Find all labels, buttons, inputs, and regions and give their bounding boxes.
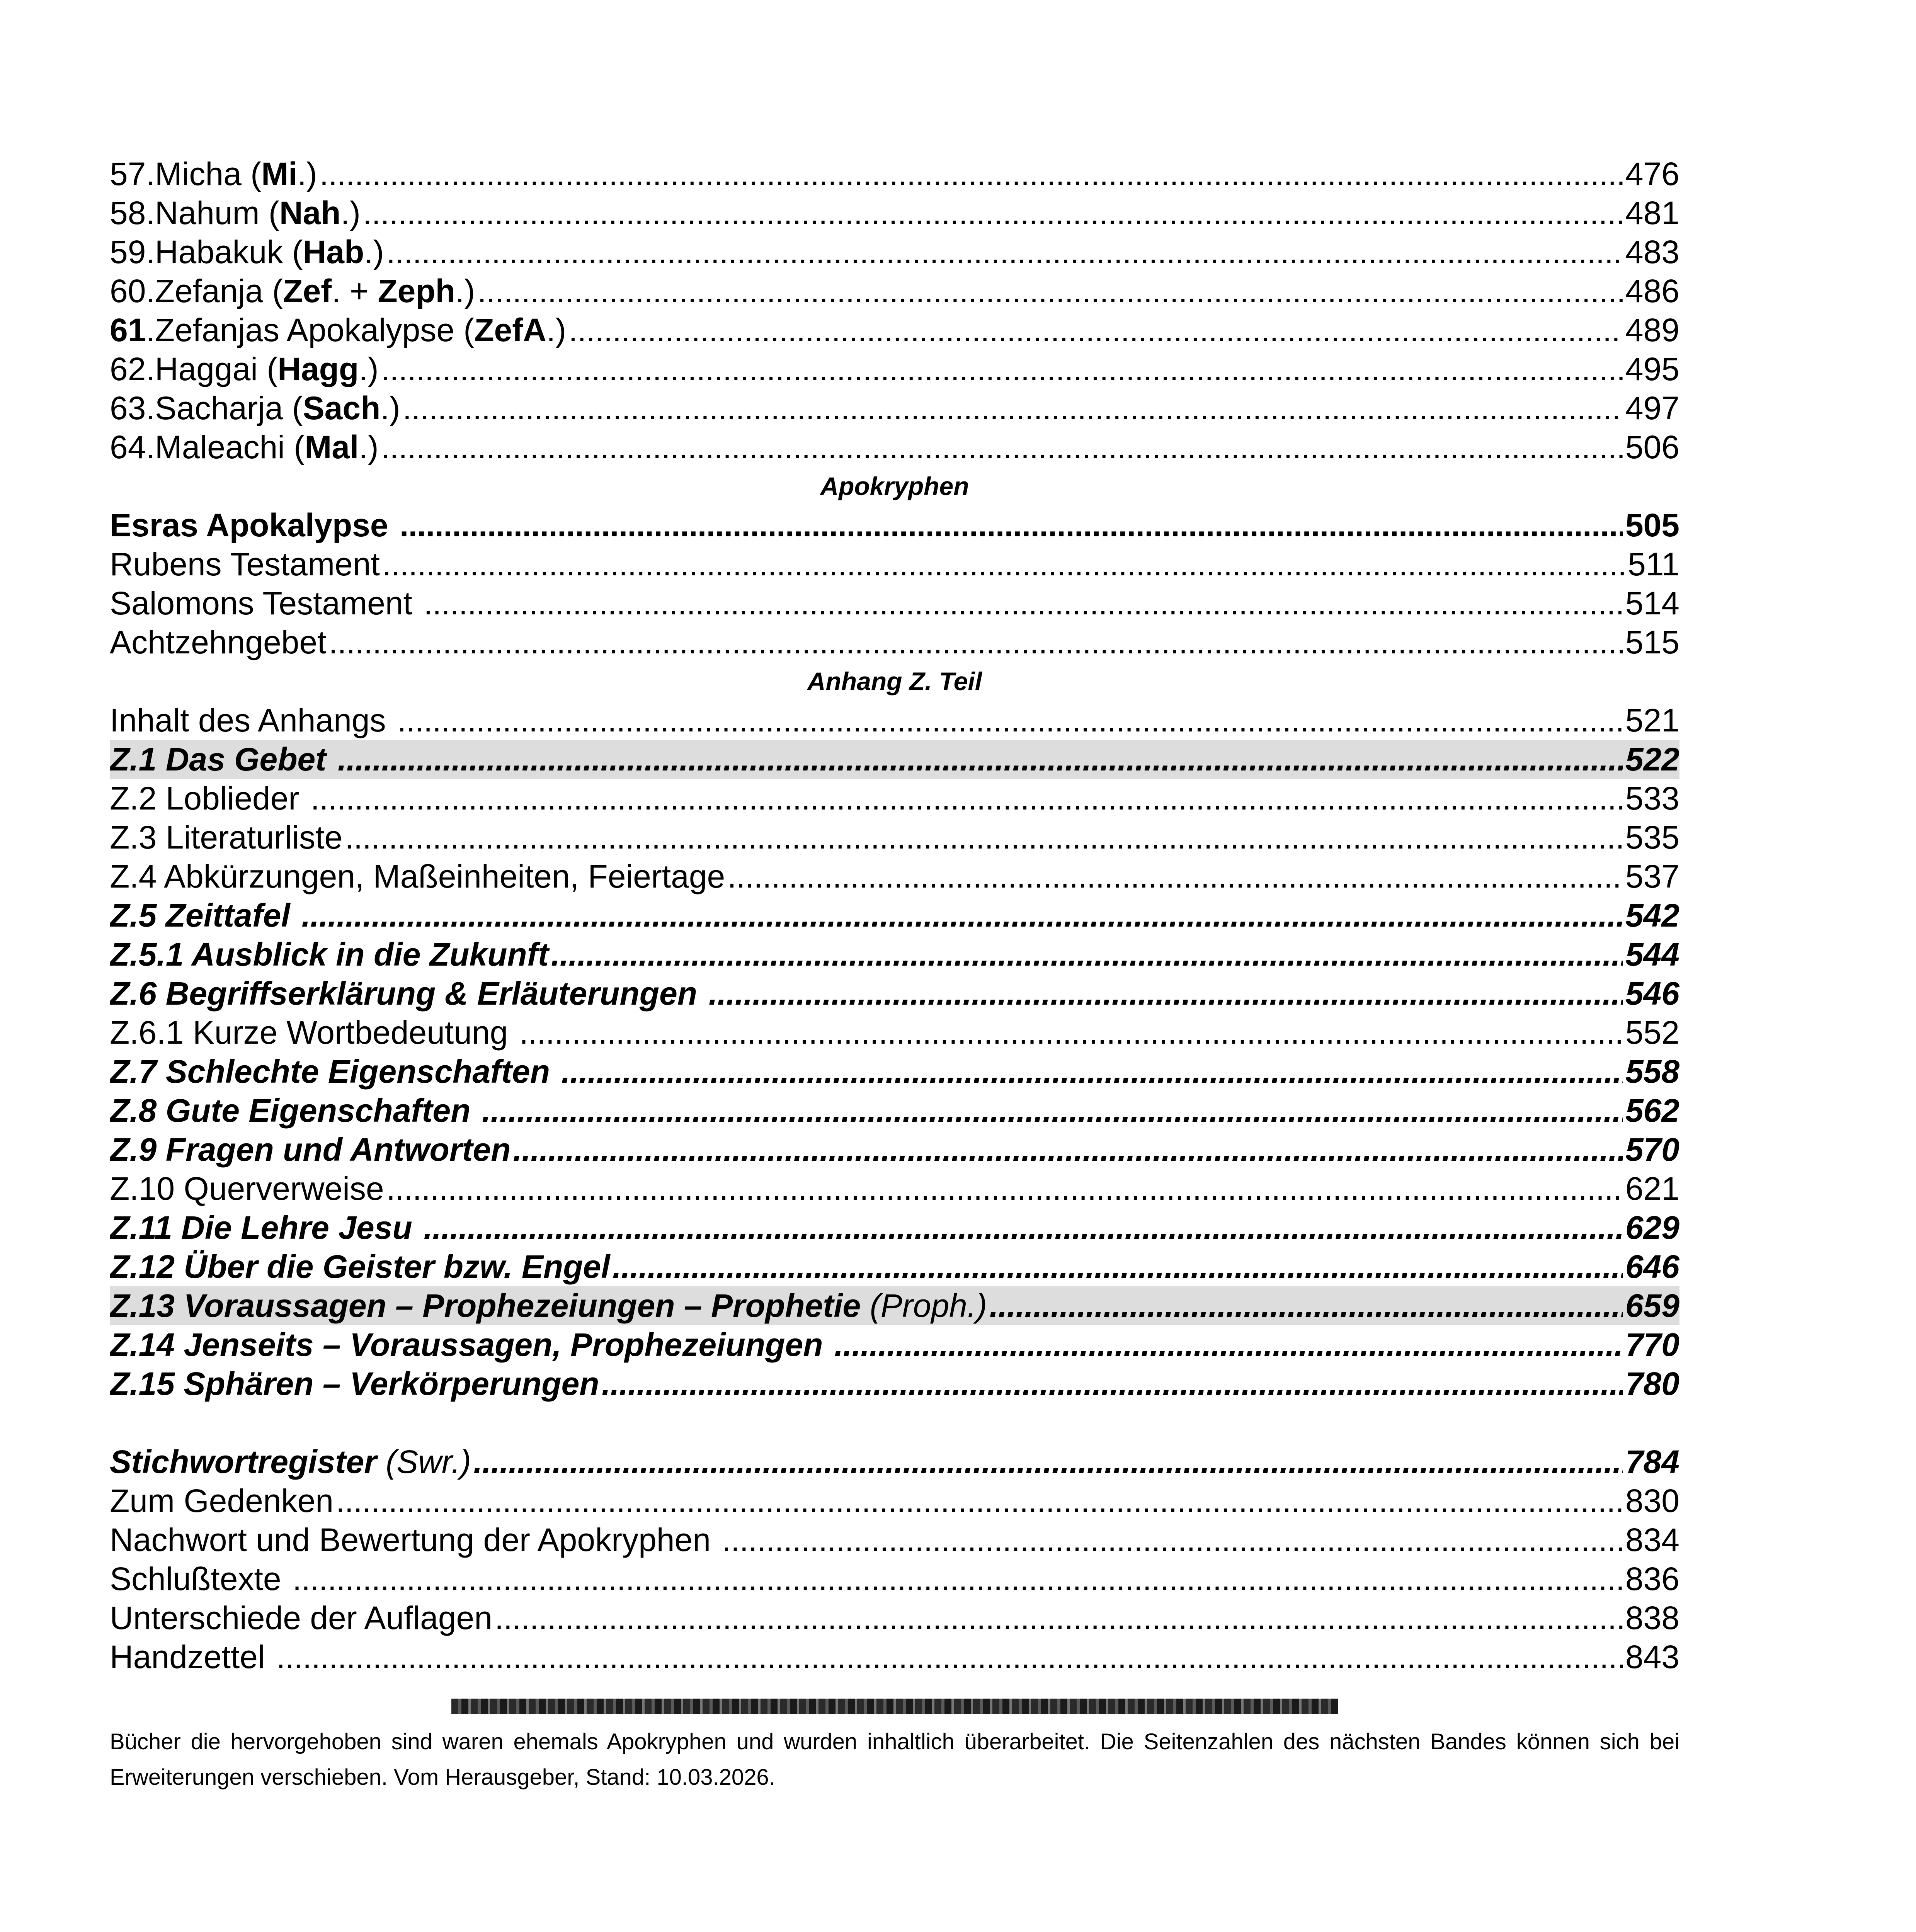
toc-entry[interactable]: [110, 1091, 1679, 1130]
toc-title-part: .Zefanjas Apokalypse (: [146, 312, 475, 348]
dot-leader: [386, 1169, 1623, 1208]
toc-title-part: Inhalt des Anhangs: [110, 702, 395, 738]
toc-entry[interactable]: [110, 935, 1679, 974]
dot-leader: [613, 1247, 1623, 1286]
toc-entry[interactable]: [110, 545, 1679, 584]
toc-page-number: 506: [1625, 429, 1679, 465]
dot-leader: [602, 1364, 1623, 1403]
toc-title-part: Z.14 Jenseits – Voraussagen, Prophezeiungen: [110, 1327, 832, 1363]
toc-page-number: 834: [1625, 1522, 1679, 1558]
toc-entry[interactable]: [110, 1560, 1679, 1599]
toc-entry[interactable]: [110, 818, 1679, 857]
toc-entry-title: [110, 1481, 334, 1520]
toc-page-number: 533: [1625, 780, 1679, 816]
toc-entry[interactable]: [110, 896, 1679, 935]
toc-page-number: 770: [1625, 1327, 1679, 1363]
toc-title-part: .): [359, 429, 379, 465]
toc-page-number: 659: [1625, 1287, 1679, 1324]
toc-entry-title: [110, 1286, 987, 1325]
toc-entry-title: [110, 935, 549, 974]
toc-page-number: 495: [1625, 351, 1679, 387]
toc-entry[interactable]: [110, 1052, 1679, 1091]
toc-title-part: Mal: [305, 429, 359, 465]
toc-title-part: ZefA: [474, 312, 546, 348]
toc-page-number: 497: [1625, 390, 1679, 426]
toc-page-number: 483: [1625, 234, 1679, 270]
table-of-contents: [110, 155, 1679, 1677]
toc-title-part: Z.15 Sphären – Verkörperungen: [110, 1366, 599, 1402]
dot-leader: [293, 1560, 1623, 1599]
toc-entry[interactable]: [110, 701, 1679, 740]
toc-entry[interactable]: [110, 194, 1679, 233]
toc-title-part: 61: [110, 312, 146, 348]
toc-entry[interactable]: [110, 974, 1679, 1013]
toc-page-number: 843: [1625, 1639, 1679, 1675]
toc-entry-title: [110, 701, 395, 740]
toc-page-number: 570: [1625, 1131, 1679, 1168]
toc-entry-title: [110, 233, 384, 272]
toc-page-number: 537: [1625, 858, 1679, 895]
toc-title-part: .): [364, 234, 384, 270]
toc-title-part: .): [455, 273, 475, 309]
toc-entry[interactable]: [110, 1442, 1679, 1481]
toc-page-number: 476: [1625, 156, 1679, 192]
toc-entry-title: [110, 1130, 511, 1169]
toc-title-part: Achtzehngebet: [110, 624, 327, 660]
toc-page-number: 830: [1625, 1483, 1679, 1519]
toc-page-number: 552: [1625, 1014, 1679, 1051]
toc-title-part: Z.5.1 Ausblick in die Zukunft: [110, 936, 549, 973]
toc-entry-title: [110, 1560, 290, 1599]
toc-entry[interactable]: [110, 1599, 1679, 1638]
toc-entry-title: [110, 740, 335, 779]
toc-title-part: Z.7 Schlechte Eigenschaften: [110, 1053, 559, 1090]
toc-title-part: Hagg: [277, 351, 359, 387]
toc-page-number: 515: [1625, 624, 1679, 660]
toc-title-part: Zeph: [378, 273, 455, 309]
toc-title-part: (Proph.): [870, 1287, 987, 1324]
toc-title-part: Z.3 Literaturliste: [110, 819, 343, 855]
toc-page-number: 542: [1625, 897, 1679, 934]
toc-entry[interactable]: [110, 506, 1679, 545]
toc-page-number: 646: [1625, 1248, 1679, 1285]
toc-entry[interactable]: [110, 1520, 1679, 1560]
dot-leader: [519, 1013, 1623, 1052]
toc-page-number: 505: [1625, 507, 1679, 543]
dot-leader: [338, 740, 1623, 779]
toc-title-part: Nah: [279, 195, 341, 231]
toc-entry[interactable]: [110, 1247, 1679, 1286]
toc-entry[interactable]: [110, 389, 1679, 428]
toc-entry[interactable]: [110, 623, 1679, 662]
toc-entry-title: [110, 584, 421, 623]
toc-spacer: [110, 1403, 1679, 1442]
toc-title-part: Unterschiede der Auflagen: [110, 1600, 492, 1636]
dot-leader: [320, 155, 1623, 194]
footnote: Bücher die hervorgehoben sind waren ehemals Apokryphen und wurden inhaltlich überarbeitet. Die Seitenzahlen des nächsten Bandes können sich bei Erweiterungen verschieben. Vom Herausgeber, Stand: 10.03.2026.: [110, 1729, 1679, 1790]
toc-page-number: 514: [1625, 585, 1679, 621]
toc-page-number: 784: [1625, 1444, 1679, 1480]
toc-page-number: 558: [1625, 1053, 1679, 1090]
toc-entry-title: [110, 1013, 517, 1052]
toc-page-number: 486: [1625, 273, 1679, 309]
dot-leader: [301, 896, 1623, 935]
toc-page-number: 521: [1625, 702, 1679, 738]
toc-title-part: Stichwortregister: [110, 1444, 386, 1480]
toc-entry-title: [110, 1364, 599, 1403]
toc-title-part: Z.6.1 Kurze Wortbedeutung: [110, 1014, 517, 1051]
toc-title-part: Z.6 Begriffserklärung & Erläuterungen: [110, 975, 706, 1012]
toc-entry-title: [110, 1169, 384, 1208]
dot-leader: [482, 1091, 1623, 1130]
toc-entry-title: [110, 155, 317, 194]
dot-leader: [381, 428, 1623, 467]
toc-entry[interactable]: [110, 1364, 1679, 1403]
toc-title-part: Mi: [261, 156, 298, 192]
toc-page-number: 522: [1625, 741, 1679, 777]
toc-entry[interactable]: [110, 1286, 1679, 1325]
toc-entry-title: [110, 1091, 480, 1130]
dot-leader: [382, 545, 1625, 584]
toc-entry-title: [110, 311, 566, 350]
toc-entry-title: [110, 1599, 492, 1638]
toc-title-part: .): [340, 195, 361, 231]
toc-entry-title: [110, 389, 400, 428]
toc-entry[interactable]: [110, 857, 1679, 896]
toc-title-part: . +: [332, 273, 378, 309]
toc-entry-title: [110, 1208, 421, 1247]
dot-leader: [722, 1520, 1623, 1560]
toc-entry[interactable]: [110, 1130, 1679, 1169]
toc-title-part: 60.Zefanja (: [110, 273, 283, 309]
dot-leader: [513, 1130, 1623, 1169]
toc-entry[interactable]: [110, 1013, 1679, 1052]
toc-entry-title: [110, 623, 326, 662]
toc-title-part: 63.Sacharja (: [110, 390, 303, 426]
toc-entry-title: [110, 1520, 720, 1560]
toc-entry-title: [110, 1052, 559, 1091]
toc-entry[interactable]: [110, 584, 1679, 623]
toc-entry[interactable]: [110, 1638, 1679, 1677]
toc-title-part: Z.4 Abkürzungen, Maßeinheiten, Feiertage: [110, 858, 725, 895]
dot-leader: [561, 1052, 1623, 1091]
decorative-separator: [451, 1699, 1338, 1714]
toc-entry-title: [110, 194, 361, 233]
toc-entry[interactable]: [110, 428, 1679, 467]
dot-leader: [424, 1208, 1623, 1247]
toc-entry-title: [110, 1325, 832, 1364]
toc-title-part: Z.13 Voraussagen – Prophezeiungen – Prophetie: [110, 1287, 870, 1324]
toc-title-part: 62.Haggai (: [110, 351, 278, 387]
toc-title-part: Hab: [303, 234, 364, 270]
toc-page-number: 511: [1628, 546, 1679, 582]
toc-title-part: Z.11 Die Lehre Jesu: [110, 1209, 422, 1246]
dot-leader: [473, 1442, 1623, 1481]
toc-section-heading: Anhang Z. Teil: [807, 667, 982, 696]
toc-entry-title: [110, 272, 475, 311]
toc-entry[interactable]: [110, 1481, 1679, 1520]
toc-title-part: Z.1 Das Gebet: [110, 741, 335, 777]
toc-title-part: Esras Apokalypse: [110, 507, 397, 543]
toc-entry[interactable]: [110, 740, 1679, 779]
toc-entry-title: [110, 428, 379, 467]
toc-title-part: Schlußtexte: [110, 1561, 290, 1597]
toc-entry-title: [110, 545, 380, 584]
toc-title-part: Salomons Testament: [110, 585, 422, 621]
toc-entry[interactable]: [110, 779, 1679, 818]
toc-entry[interactable]: [110, 155, 1679, 194]
toc-page-number: 489: [1625, 312, 1679, 348]
dot-leader: [328, 623, 1623, 662]
toc-page-number: 629: [1625, 1209, 1679, 1246]
toc-page-number: 621: [1625, 1170, 1679, 1207]
toc-entry[interactable]: [110, 272, 1679, 311]
toc-title-part: Rubens Testament: [110, 546, 380, 582]
toc-title-part: Zum Gedenken: [110, 1483, 334, 1519]
toc-title-part: Z.5 Zeittafel: [110, 897, 299, 934]
dot-leader: [336, 1481, 1623, 1520]
dot-leader: [708, 974, 1623, 1013]
toc-entry-title: [110, 350, 379, 389]
toc-page-number: 544: [1625, 936, 1679, 973]
toc-page-number: 546: [1625, 975, 1679, 1012]
dot-leader: [345, 818, 1623, 857]
toc-page-number: 562: [1625, 1092, 1679, 1129]
toc-title-part: Z.8 Gute Eigenschaften: [110, 1092, 480, 1129]
toc-section-heading: Apokryphen: [820, 472, 969, 500]
toc-entry-title: [110, 506, 397, 545]
dot-leader: [989, 1286, 1623, 1325]
toc-entry-title: [110, 1442, 471, 1481]
dot-leader: [363, 194, 1623, 233]
toc-entry-title: [110, 857, 725, 896]
dot-leader: [477, 272, 1623, 311]
toc-title-part: 57.Micha (: [110, 156, 262, 192]
dot-leader: [276, 1638, 1623, 1677]
toc-entry-title: [110, 779, 308, 818]
toc-entry-title: [110, 1247, 610, 1286]
toc-title-part: Z.12 Über die Geister bzw. Engel: [110, 1248, 610, 1285]
toc-entry[interactable]: [110, 311, 1679, 350]
toc-entry-title: [110, 896, 299, 935]
dot-leader: [424, 584, 1623, 623]
dot-leader: [311, 779, 1623, 818]
toc-title-part: .): [546, 312, 567, 348]
dot-leader: [397, 701, 1623, 740]
toc-title-part: Sach: [303, 390, 381, 426]
toc-entry[interactable]: [110, 1169, 1679, 1208]
dot-leader: [727, 857, 1623, 896]
toc-page-number: 535: [1625, 819, 1679, 855]
dot-leader: [495, 1599, 1623, 1638]
toc-entry[interactable]: [110, 233, 1679, 272]
toc-title-part: 58.Nahum (: [110, 195, 279, 231]
toc-title-part: Nachwort und Bewertung der Apokryphen: [110, 1522, 720, 1558]
toc-title-part: .): [297, 156, 317, 192]
toc-title-part: Zef: [283, 273, 332, 309]
toc-page-number: 836: [1625, 1561, 1679, 1597]
dot-leader: [400, 506, 1623, 545]
toc-title-part: 59.Habakuk (: [110, 234, 303, 270]
dot-leader: [403, 389, 1623, 428]
toc-title-part: Z.10 Querverweise: [110, 1170, 384, 1207]
toc-title-part: Z.9 Fragen und Antworten: [110, 1131, 511, 1168]
toc-entry-title: [110, 818, 342, 857]
dot-leader: [386, 233, 1623, 272]
toc-page-number: 780: [1625, 1366, 1679, 1402]
toc-title-part: Z.2 Loblieder: [110, 780, 308, 816]
toc-title-part: 64.Maleachi (: [110, 429, 305, 465]
toc-page-number: 481: [1625, 195, 1679, 231]
toc-title-part: .): [359, 351, 379, 387]
dot-leader: [381, 350, 1623, 389]
toc-entry[interactable]: [110, 1208, 1679, 1247]
toc-entry[interactable]: [110, 350, 1679, 389]
toc-entry-title: [110, 974, 706, 1013]
toc-entry-title: [110, 1638, 274, 1677]
dot-leader: [568, 311, 1623, 350]
dot-leader: [834, 1325, 1623, 1364]
dot-leader: [551, 935, 1623, 974]
toc-page-number: 838: [1625, 1600, 1679, 1636]
toc-title-part: (Swr.): [386, 1444, 471, 1480]
toc-title-part: Handzettel: [110, 1639, 274, 1675]
toc-entry[interactable]: [110, 1325, 1679, 1364]
toc-title-part: .): [380, 390, 400, 426]
